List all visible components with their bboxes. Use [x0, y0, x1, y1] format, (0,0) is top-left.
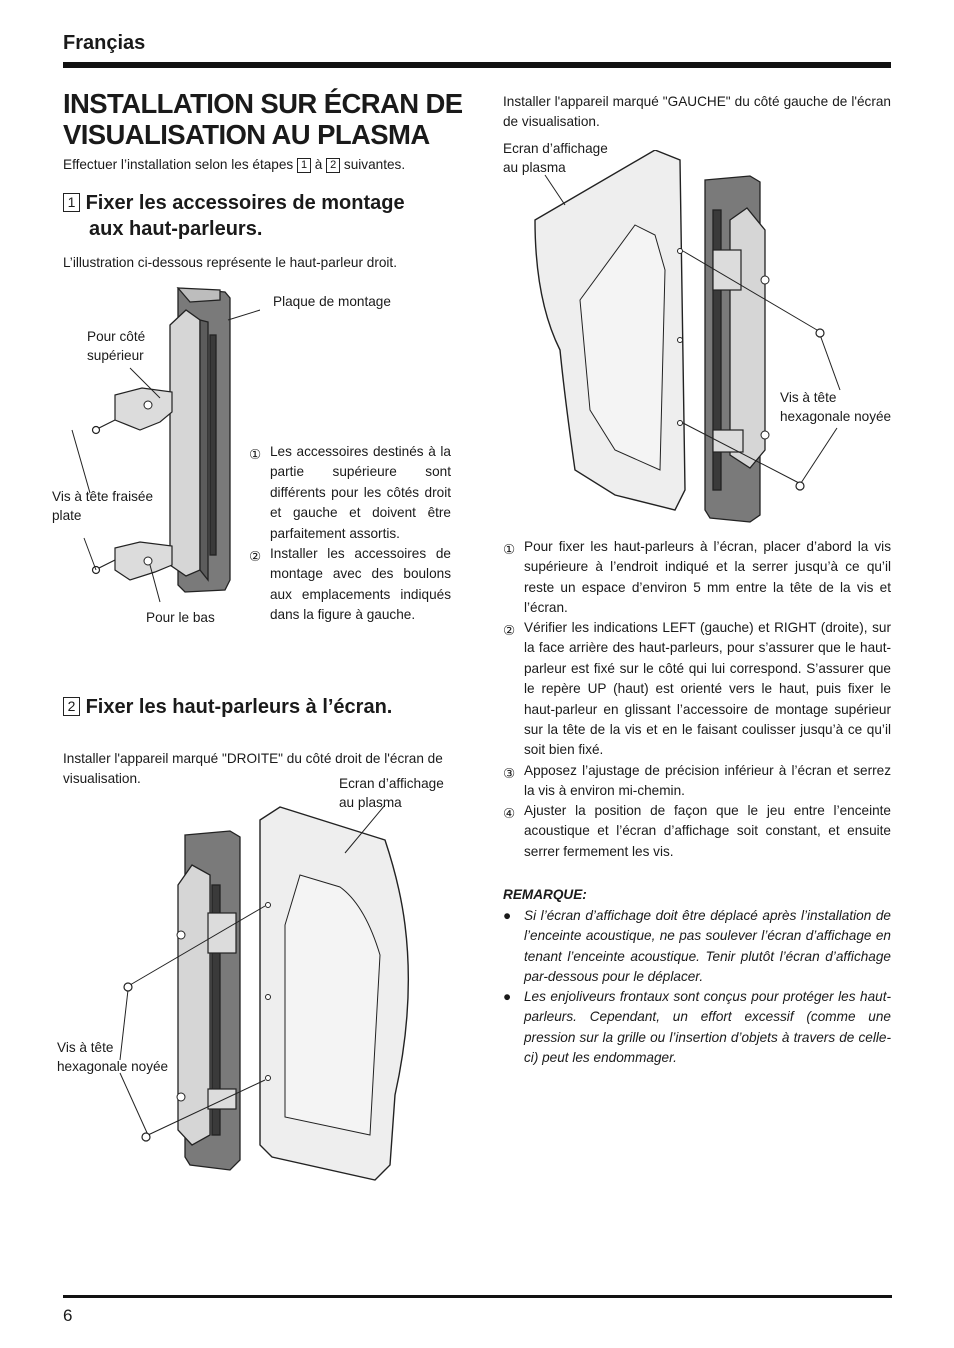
intro-text: Effectuer l’installation selon les étapes 1 à 2 suivantes.: [63, 157, 406, 172]
header-rule: [63, 62, 891, 68]
note-bullet-2: ● Les enjoliveurs frontaux sont conçus pour protéger les haut-parleurs. Cependant, un effort excessif (comme une pression sur la grille ou l’insertion d’objets à travers de celle-ci) peut les endommager.: [503, 989, 891, 1066]
section1-heading: 1 Fixer les accessoires de montage aux haut-parleurs.: [63, 190, 483, 242]
footer-rule: [63, 1295, 892, 1298]
label-vis-hexagonale-right: Vis à tête hexagonale noyée: [780, 390, 892, 424]
section2-caption: Installer l'appareil marqué "DROITE" du côté droit de l'écran de visualisation.: [63, 751, 443, 787]
step-box-2: 2: [326, 158, 340, 173]
label-plaque-montage: Plaque de montage: [273, 294, 391, 309]
label-vis-hexagonale-left: Vis à tête hexagonale noyée: [57, 1040, 169, 1074]
right-step-2: ② Vérifier les indications LEFT (gauche) et RIGHT (droite), sur la face arrière des haut-parleurs, pour s’assurer que le haut-parleur est fixé sur le côté qui lui correspond. S’assurer que le repère UP (haut) est orienté vers le haut, puis fixer le haut-parleur en glissant l’accessoire de montage supérieur sur la tête de la vis et en le faisant coulisser jusqu’à ce qu’il soit bien fixé.: [503, 620, 891, 758]
right-caption: Installer l'appareil marqué "GAUCHE" du côté gauche de l'écran de visualisation.: [503, 94, 891, 130]
page-title: INSTALLATION SUR ÉCRAN DE VISUALISATION AU PLASMA: [63, 88, 463, 150]
bullet-icon: ●: [503, 908, 512, 923]
right-speaker-screen-figure: [100, 805, 430, 1185]
left-speaker-screen-figure: [525, 150, 845, 530]
right-step-1: ① Pour fixer les haut-parleurs à l’écran, placer d’abord la vis supérieure à l’endroit indiqué et la serrer jusqu’à ce qu’il reste un espace d’environ 5 mm entre la tête de la vis et l’écran.: [503, 539, 891, 616]
section2-heading: 2 Fixer les haut-parleurs à l’écran.: [63, 694, 483, 720]
label-pour-le-bas: Pour le bas: [146, 610, 215, 625]
language-label: Françias: [63, 32, 146, 54]
step-box-1: 1: [297, 158, 311, 173]
right-step-4: ④ Ajuster la position de façon que le jeu entre l’enceinte acoustique et l’écran d’affichage soit constant, et ensuite serrer fermement les vis.: [503, 803, 891, 859]
section2-number: 2: [63, 697, 80, 716]
section1-note-1: ① Les accessoires destinés à la partie supérieure sont différents pour les côtés droit et gauche et doivent être parfaitement assortis.: [249, 444, 451, 541]
section1-number: 1: [63, 193, 80, 212]
section1-note-2: ② Installer les accessoires de montage avec des boulons aux emplacements indiqués dans la figure à gauche.: [249, 546, 451, 623]
label-pour-cote-superieur: Pour côté supérieur: [87, 329, 146, 363]
section1-caption: L’illustration ci-dessous représente le haut-parleur droit.: [63, 255, 397, 270]
note-bullet-1: ● Si l’écran d’affichage doit être déplacé après l’installation de l’enceinte acoustique, ne pas soulever l’écran d’affichage en tenant l’enceinte acoustique. Tenir plutôt l’écran d’affichage par-dessous pour le déplacer.: [503, 908, 891, 985]
label-ecran-plasma-right: Ecran d’affichage au plasma: [503, 141, 608, 175]
page-number: 6: [63, 1306, 73, 1325]
label-ecran-plasma-left: Ecran d’affichage au plasma: [339, 776, 444, 810]
label-vis-fraisee: Vis à tête fraisée plate: [52, 489, 154, 523]
bullet-icon: ●: [503, 989, 512, 1004]
right-step-3: ③ Apposez l’ajustage de précision inférieur à l’écran et serrez la vis à environ mi-chemin.: [503, 763, 891, 799]
note-heading: REMARQUE:: [503, 887, 587, 902]
